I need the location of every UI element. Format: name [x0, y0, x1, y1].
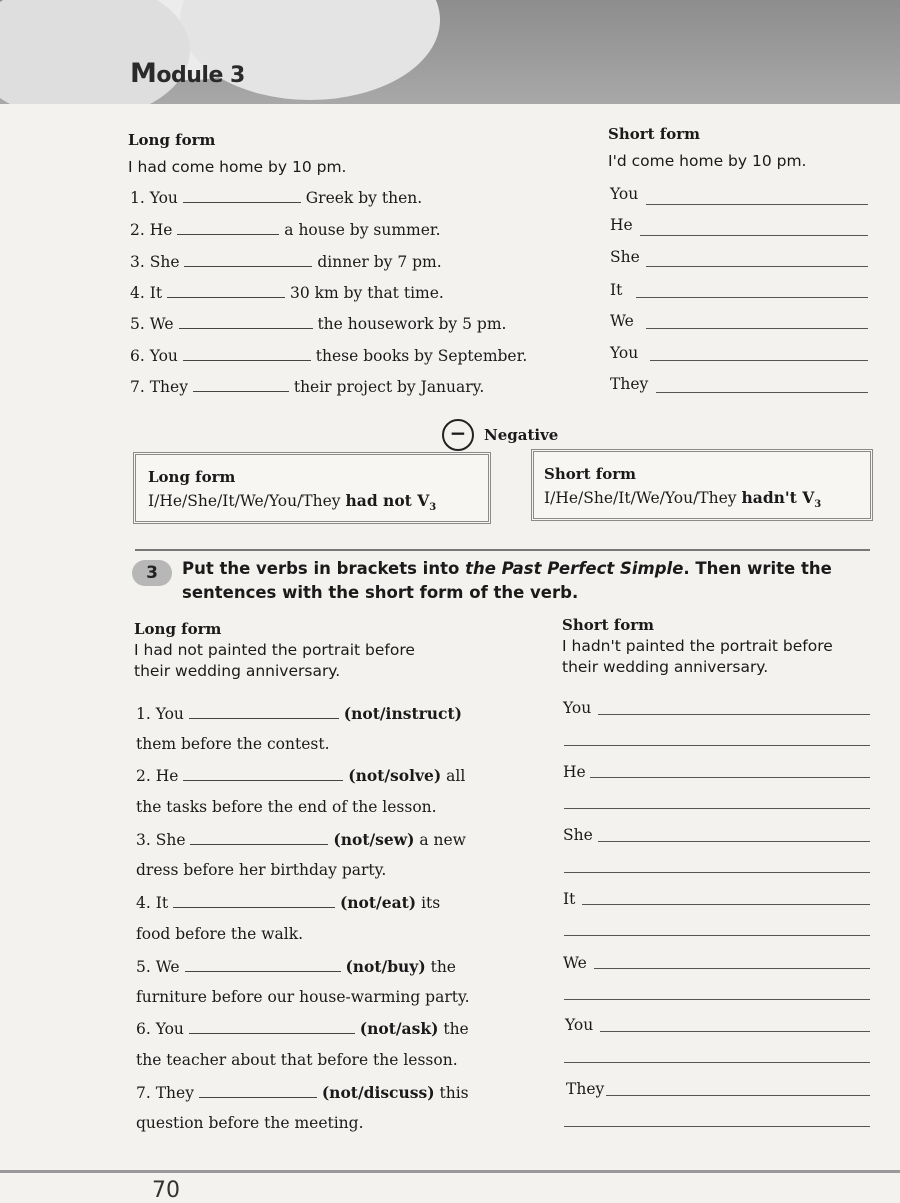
box-formula: I/He/She/It/We/You/They hadn't $V_3$ — [544, 488, 822, 511]
answer-blank[interactable] — [199, 1085, 317, 1098]
short-item-label: He — [610, 216, 633, 234]
answer-blank[interactable] — [167, 285, 285, 298]
task-number-badge: 3 — [132, 560, 172, 586]
short-item-label: You — [565, 1016, 594, 1034]
answer-blank[interactable] — [185, 959, 341, 972]
long-form-example: their wedding anniversary. — [134, 662, 341, 680]
list-item: 3. She dinner by 7 pm. — [130, 253, 442, 271]
answer-line[interactable] — [594, 968, 870, 969]
box-title: Short form — [544, 465, 637, 483]
long-form-label: Long form — [134, 620, 222, 638]
answer-line[interactable] — [564, 872, 870, 873]
box-formula: I/He/She/It/We/You/They had not $V_3$ — [148, 491, 437, 514]
list-item: 2. He (not/solve) all — [136, 766, 466, 785]
list-item-continuation: them before the contest. — [136, 735, 330, 753]
short-item-label: It — [610, 281, 623, 299]
short-item-label: You — [563, 699, 592, 717]
long-form-box — [133, 452, 491, 524]
short-item-label: They — [566, 1080, 605, 1098]
negative-label: Negative — [484, 426, 559, 444]
list-item-continuation: question before the meeting. — [136, 1114, 364, 1132]
long-form-label: Long form — [128, 131, 216, 149]
answer-line[interactable] — [606, 1095, 870, 1096]
list-item: 5. We (not/buy) the — [136, 957, 456, 976]
answer-line[interactable] — [646, 328, 868, 329]
answer-line[interactable] — [646, 266, 868, 267]
list-item-continuation: dress before her birthday party. — [136, 861, 387, 879]
answer-line[interactable] — [636, 297, 868, 298]
short-item-label: It — [563, 890, 576, 908]
answer-line[interactable] — [590, 777, 870, 778]
list-item-continuation: the teacher about that before the lesson. — [136, 1051, 458, 1069]
short-item-label: They — [610, 375, 649, 393]
answer-line[interactable] — [564, 935, 870, 936]
answer-blank[interactable] — [183, 768, 343, 781]
list-item: 3. She (not/sew) a new — [136, 830, 466, 849]
list-item-continuation: the tasks before the end of the lesson. — [136, 798, 437, 816]
list-item: 6. You (not/ask) the — [136, 1019, 469, 1038]
answer-blank[interactable] — [184, 254, 312, 267]
answer-line[interactable] — [564, 808, 870, 809]
answer-blank[interactable] — [183, 348, 311, 361]
answer-line[interactable] — [582, 904, 870, 905]
short-form-example: I hadn't painted the portrait before — [562, 637, 833, 655]
answer-blank[interactable] — [179, 316, 313, 329]
answer-line[interactable] — [564, 745, 870, 746]
answer-blank[interactable] — [193, 379, 289, 392]
list-item-continuation: furniture before our house-warming party. — [136, 988, 470, 1006]
box-title: Long form — [148, 468, 236, 486]
short-form-example: their wedding anniversary. — [562, 658, 769, 676]
list-item: 2. He a house by summer. — [130, 221, 441, 239]
answer-line[interactable] — [656, 392, 868, 393]
short-item-label: You — [610, 185, 639, 203]
answer-line[interactable] — [646, 204, 868, 205]
list-item: 4. It (not/eat) its — [136, 893, 441, 912]
minus-icon: − — [442, 419, 474, 451]
list-item: 1. You (not/instruct) — [136, 704, 462, 723]
answer-line[interactable] — [640, 235, 868, 236]
short-form-box — [531, 449, 873, 521]
list-item-continuation: food before the walk. — [136, 925, 304, 943]
answer-blank[interactable] — [177, 222, 279, 235]
section-divider — [135, 549, 870, 551]
list-item: 7. They their project by January. — [130, 378, 485, 396]
page-number: 70 — [152, 1178, 180, 1203]
list-item: 4. It 30 km by that time. — [130, 284, 444, 302]
short-item-label: We — [563, 954, 587, 972]
short-form-label: Short form — [562, 616, 655, 634]
answer-blank[interactable] — [189, 706, 339, 719]
module-title: Module 3 — [130, 58, 245, 89]
answer-blank[interactable] — [190, 832, 328, 845]
answer-line[interactable] — [650, 360, 868, 361]
answer-line[interactable] — [598, 714, 870, 715]
short-item-label: You — [610, 344, 639, 362]
short-item-label: She — [610, 248, 640, 266]
list-item: 6. You these books by September. — [130, 347, 528, 365]
long-form-example: I had not painted the portrait before — [134, 641, 415, 659]
answer-blank[interactable] — [173, 895, 335, 908]
answer-line[interactable] — [600, 1031, 870, 1032]
answer-line[interactable] — [598, 841, 870, 842]
answer-line[interactable] — [564, 1062, 870, 1063]
short-form-example: I'd come home by 10 pm. — [608, 152, 807, 170]
list-item: 7. They (not/discuss) this — [136, 1083, 469, 1102]
task-instruction: Put the verbs in brackets into the Past Perfect Simple. Then write the sentences with the short form of the verb. — [182, 559, 832, 602]
long-form-example: I had come home by 10 pm. — [128, 158, 347, 176]
answer-line[interactable] — [564, 999, 870, 1000]
answer-line[interactable] — [564, 1126, 870, 1127]
list-item: 5. We the housework by 5 pm. — [130, 315, 507, 333]
footer-divider — [0, 1170, 900, 1173]
short-form-label: Short form — [608, 125, 701, 143]
short-item-label: She — [563, 826, 593, 844]
short-item-label: We — [610, 312, 634, 330]
answer-blank[interactable] — [183, 190, 301, 203]
list-item: 1. You Greek by then. — [130, 189, 423, 207]
answer-blank[interactable] — [189, 1021, 355, 1034]
short-item-label: He — [563, 763, 586, 781]
